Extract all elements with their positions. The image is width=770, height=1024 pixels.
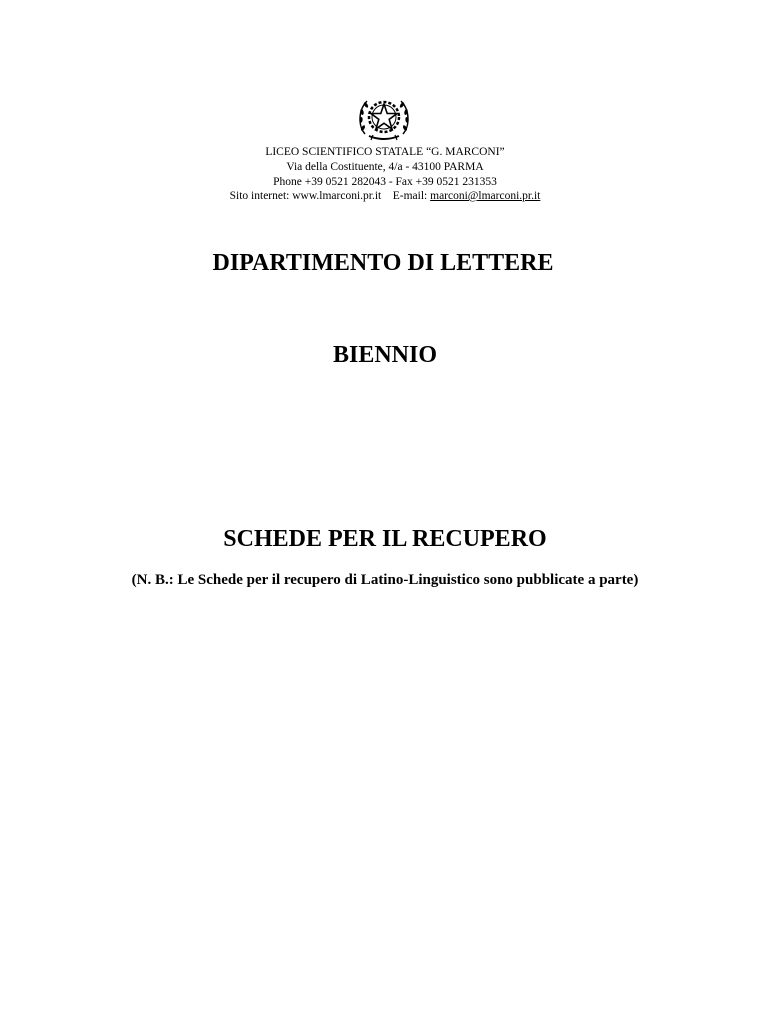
italian-republic-emblem-icon [355, 90, 413, 144]
school-contacts [0, 189, 770, 204]
level-heading: BIENNIO [332, 342, 438, 368]
school-name: LICEO SCIENTIFICO STATALE “G. MARCONI” [265, 146, 505, 158]
email-link[interactable]: marconi@lmarconi.pr.it [430, 190, 541, 202]
school-phone-fax: Phone +39 0521 282043 - Fax +39 0521 231353 [273, 176, 497, 188]
department-heading: DIPARTIMENTO DI LETTERE [212, 250, 554, 276]
website-text: Sito internet: www.lmarconi.pr.it [229, 190, 382, 202]
publication-note: (N. B.: Le Schede per il recupero di Latino-Linguistico sono pubblicate a parte) [131, 572, 639, 588]
email-label: E-mail: [392, 190, 428, 202]
school-address: Via della Costituente, 4/a - 43100 PARMA [286, 161, 484, 173]
document-title: SCHEDE PER IL RECUPERO [223, 526, 547, 552]
